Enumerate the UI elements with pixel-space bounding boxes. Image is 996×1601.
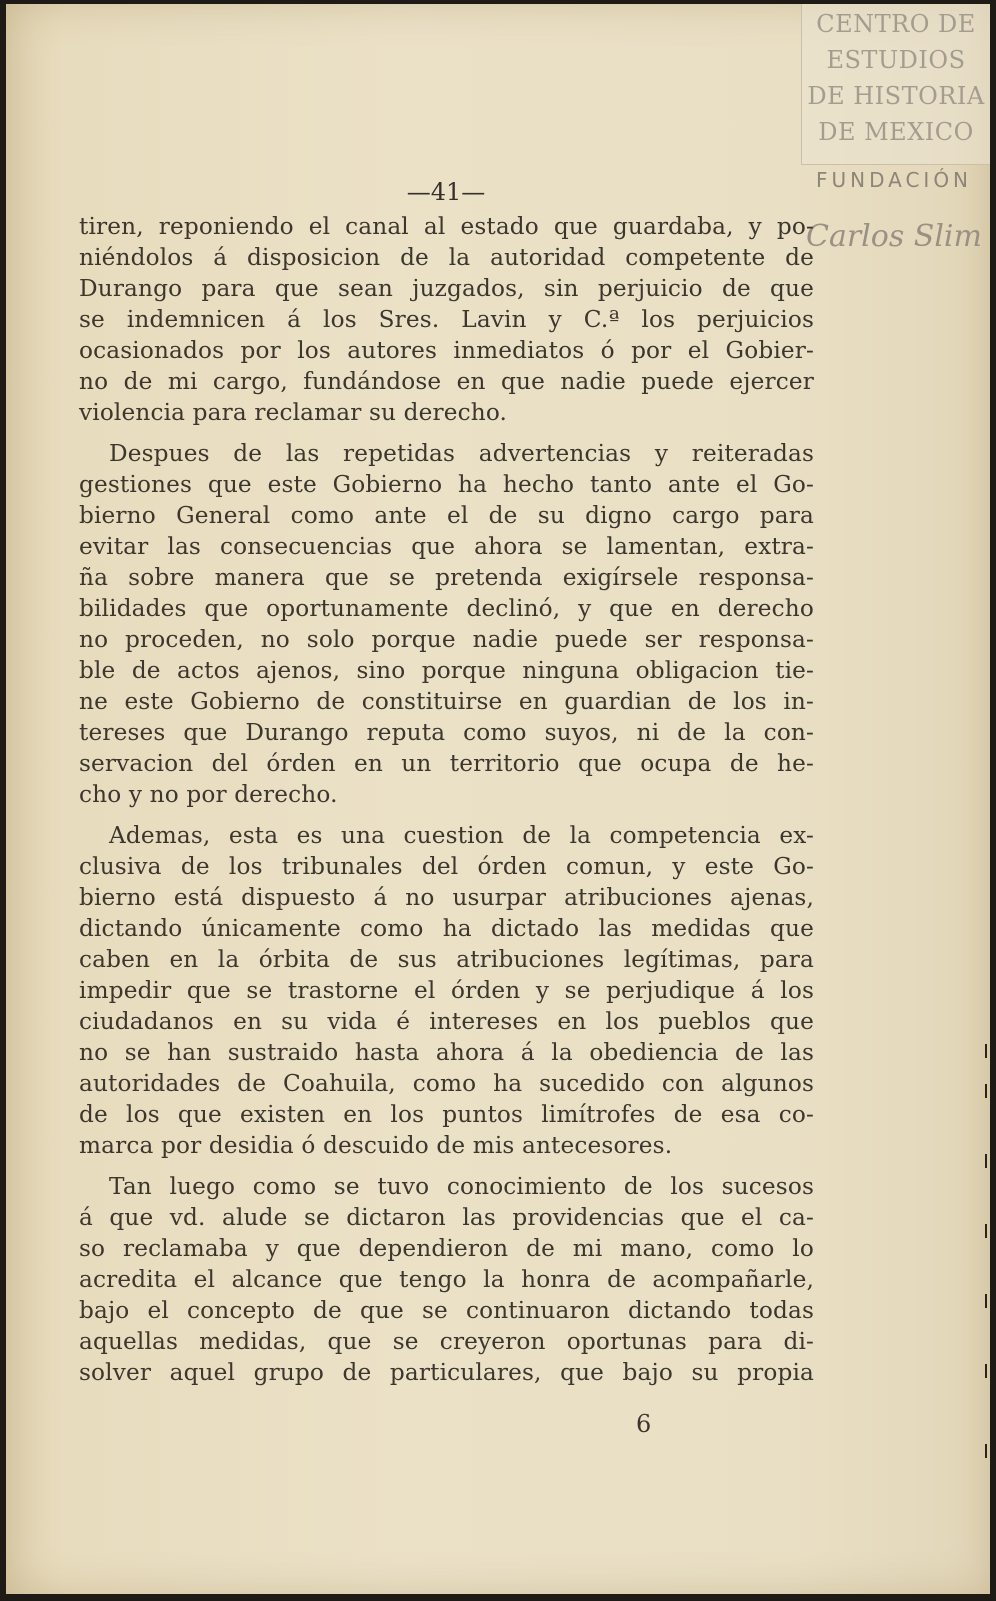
text-line: cho y no por derecho. xyxy=(79,781,338,808)
text-line: ña sobre manera que se pretenda exigírsele responsa- xyxy=(79,564,814,591)
text-line: Ademas, esta es una cuestion de la competencia ex- xyxy=(109,822,814,849)
text-line: de los que existen en los puntos limítrofes de esa co- xyxy=(79,1101,814,1128)
text-line: no se han sustraido hasta ahora á la obediencia de las xyxy=(79,1039,814,1066)
text-line: autoridades de Coahuila, como ha sucedido con algunos xyxy=(79,1070,814,1097)
text-line: no de mi cargo, fundándose en que nadie puede ejercer xyxy=(79,368,814,395)
carlos-slim-signature xyxy=(798,212,988,262)
text-line: tiren, reponiendo el canal al estado que guardaba, y po- xyxy=(79,213,814,240)
text-line: aquellas medidas, que se creyeron oportunas para di- xyxy=(79,1328,814,1355)
text-line: acredita el alcance que tengo la honra de acompañarle, xyxy=(79,1266,814,1293)
paragraph xyxy=(79,1171,814,1388)
text-line: niéndolos á disposicion de la autoridad competente de xyxy=(79,244,814,271)
stamp-line-1: CENTRO DE xyxy=(816,10,976,38)
text-line: impedir que se trastorne el órden y se perjudique á los xyxy=(79,977,814,1004)
stamp-line-4: DE MEXICO xyxy=(818,118,974,146)
text-line: ocasionados por los autores inmediatos ó por el Gobier- xyxy=(79,337,814,364)
text-line: clusiva de los tribunales del órden comun, y este Go- xyxy=(79,853,814,880)
text-line: solver aquel grupo de particulares, que bajo su propia xyxy=(79,1359,814,1386)
text-line: ciudadanos en su vida é intereses en los pueblos que xyxy=(79,1008,814,1035)
document-page xyxy=(6,4,990,1594)
paragraph xyxy=(79,820,814,1161)
paragraph xyxy=(79,438,814,810)
text-line: bierno está dispuesto á no usurpar atribuciones ajenas, xyxy=(79,884,814,911)
text-line: ne este Gobierno de constituirse en guardian de los in- xyxy=(79,688,814,715)
text-line: tereses que Durango reputa como suyos, ni de la con- xyxy=(79,719,814,746)
text-line: ble de actos ajenos, sino porque ninguna obligacion tie- xyxy=(79,657,814,684)
stamp-line-3: DE HISTORIA xyxy=(807,82,985,110)
text-line: Tan luego como se tuvo conocimiento de los sucesos xyxy=(109,1173,814,1200)
text-line: Durango para que sean juzgados, sin perjuicio de que xyxy=(79,275,814,302)
text-line: bilidades que oportunamente declinó, y que en derecho xyxy=(79,595,814,622)
paragraph xyxy=(79,211,814,428)
page-edge-marks xyxy=(976,1044,990,1544)
text-line: servacion del órden en un territorio que ocupa de he- xyxy=(79,750,814,777)
text-line: á que vd. alude se dictaron las providencias que el ca- xyxy=(79,1204,814,1231)
text-line: se indemnicen á los Sres. Lavin y C.ª los perjuicios xyxy=(79,306,814,333)
body-text xyxy=(79,211,814,1388)
text-line: Despues de las repetidas advertencias y reiteradas xyxy=(109,440,814,467)
text-line: bierno General como ante el de su digno cargo para xyxy=(79,502,814,529)
signature-mark: 6 xyxy=(636,1410,652,1438)
text-line: marca por desidia ó descuido de mis antecesores. xyxy=(79,1132,673,1159)
text-line: violencia para reclamar su derecho. xyxy=(79,399,508,426)
text-line: bajo el concepto de que se continuaron dictando todas xyxy=(79,1297,814,1324)
foundation-label: FUNDACIÓN xyxy=(815,168,973,192)
archive-stamp xyxy=(801,4,990,165)
svg-text:Carlos Slim: Carlos Slim xyxy=(806,219,982,254)
text-line: dictando únicamente como ha dictado las medidas que xyxy=(79,915,814,942)
text-line: gestiones que este Gobierno ha hecho tanto ante el Go- xyxy=(79,471,814,498)
text-line: no proceden, no solo porque nadie puede ser responsa- xyxy=(79,626,814,653)
text-line: caben en la órbita de sus atribuciones legítimas, para xyxy=(79,946,814,973)
text-line: so reclamaba y que dependieron de mi mano, como lo xyxy=(79,1235,814,1262)
page-number: —41— xyxy=(406,178,486,206)
text-line: evitar las consecuencias que ahora se lamentan, extra- xyxy=(79,533,814,560)
stamp-line-2: ESTUDIOS xyxy=(826,46,966,74)
